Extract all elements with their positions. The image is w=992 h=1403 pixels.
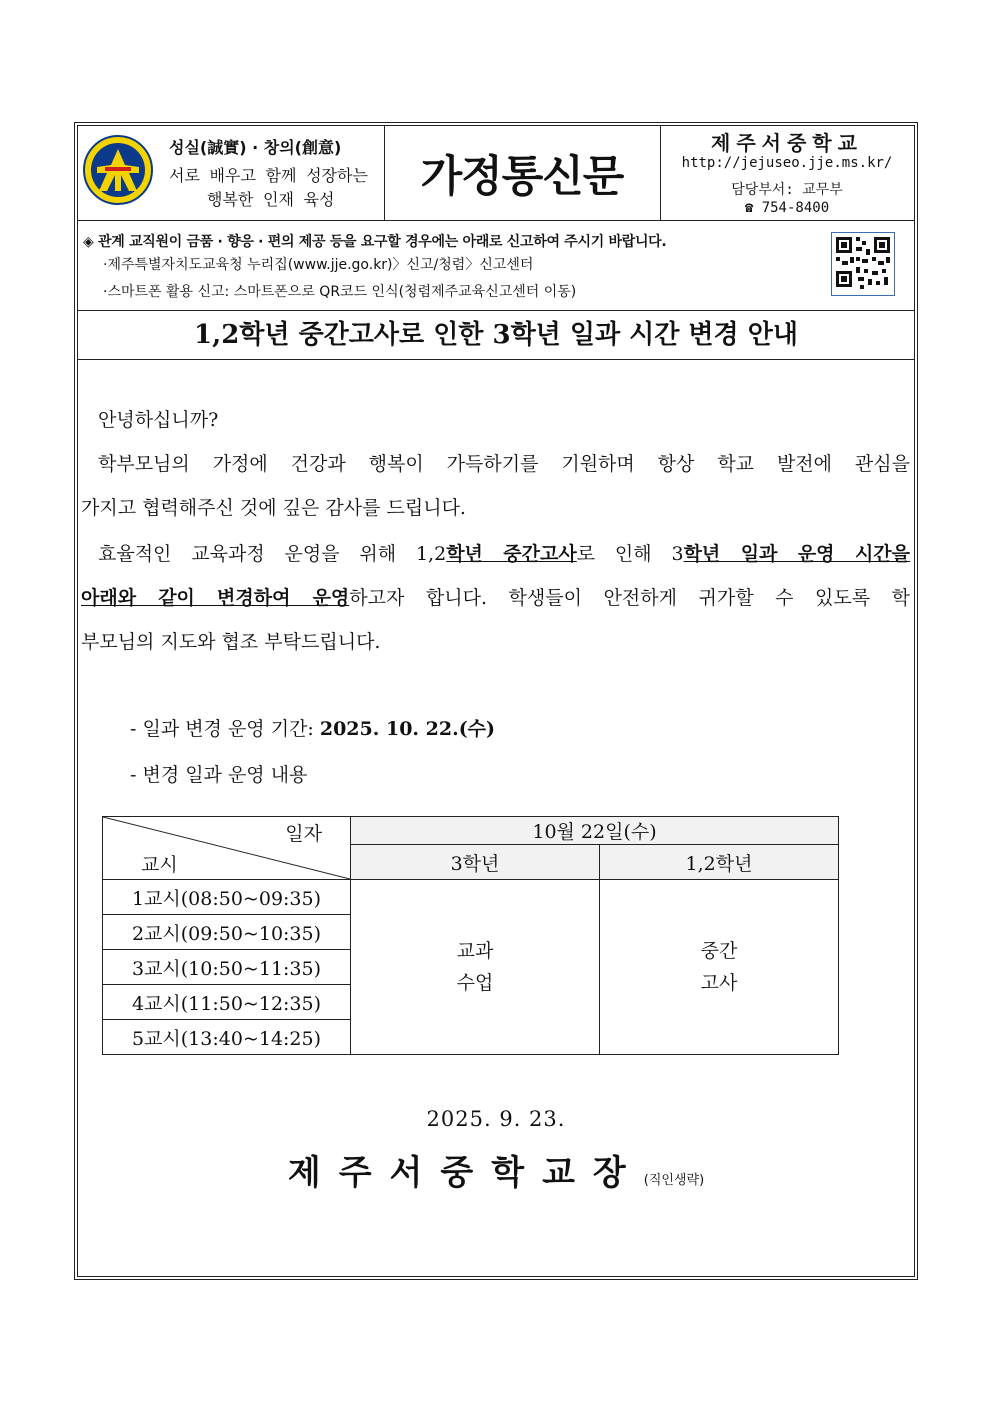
- content-label: - 변경 일과 운영 내용: [130, 764, 308, 786]
- notice-line3: ·스마트폰 활용 신고: 스마트폰으로 QR코드 인식(청렴제주교육신고센터 이동): [103, 284, 577, 300]
- header: [77, 125, 915, 221]
- greeting: 안녕하십니까?: [98, 409, 219, 431]
- paragraph2-text-f: 하고자 합니다. 학생들이 안전하게 귀가할 수 있도록 학: [349, 587, 910, 609]
- col-header-grade12: 1,2학년: [600, 845, 839, 880]
- paragraph2-emphasis-b: 학년 일과 운영 시간을: [683, 543, 911, 565]
- period-line: [130, 707, 495, 751]
- page-title: 가정통신문: [420, 152, 624, 202]
- paragraph2-text-c: 로 인해 3: [576, 543, 684, 565]
- col-header-grade3: 3학년: [351, 845, 600, 880]
- period-row-2: 2교시(09:50~10:35): [103, 915, 351, 950]
- grade12-content-line1: 중간: [700, 940, 738, 962]
- paragraph2-text-a: 효율적인 교육과정 운영을 위해 1,2: [98, 543, 447, 565]
- paragraph2-line3: 부모님의 지도와 협조 부탁드립니다.: [81, 631, 381, 653]
- header-school-cell: [660, 125, 914, 220]
- grade3-content-cell: [351, 880, 600, 1055]
- department: 담당부서: 교무부: [731, 182, 843, 198]
- period-row-5: 5교시(13:40~14:25): [103, 1020, 351, 1055]
- period-value: 2025. 10. 22.(수): [319, 718, 496, 740]
- period-label: - 일과 변경 운영 기간:: [130, 718, 320, 740]
- principal-signature: [0, 1145, 992, 1194]
- paragraph1-line2: 가지고 협력해주신 것에 깊은 감사를 드립니다.: [81, 497, 466, 519]
- grade12-content-cell: [600, 880, 839, 1055]
- notice-line2: ·제주특별자치도교육청 누리집(www.jje.go.kr)〉신고/청렴〉신고센터: [103, 257, 534, 273]
- corner-top-label: 일자: [285, 823, 322, 845]
- notice-line1: ◈ 관계 교직원이 금품 · 향응 · 편의 제공 등을 요구할 경우에는 아래로 신고하여 주시기 바랍니다.: [83, 234, 667, 250]
- principal-name: 제주서중학교장: [287, 1153, 644, 1193]
- motto-line2: 서로 배우고 함께 성장하는: [169, 166, 368, 185]
- grade3-content-line1: 교과: [456, 940, 494, 962]
- table-corner-cell: [103, 817, 351, 880]
- school-logo-icon: [83, 135, 153, 205]
- date-header: 10월 22일(수): [351, 817, 839, 845]
- period-row-3: 3교시(10:50~11:35): [103, 950, 351, 985]
- motto-line3: 행복한 인재 육성: [207, 190, 335, 209]
- letter-subject: 1,2학년 중간고사로 인한 3학년 일과 시간 변경 안내: [77, 311, 915, 360]
- header-title-cell: [384, 125, 661, 220]
- integrity-notice: [77, 221, 915, 311]
- header-motto-cell: [77, 125, 385, 220]
- school-name: 제주서중학교: [711, 131, 863, 155]
- paragraph2-emphasis-a: 학년 중간고사: [446, 543, 577, 565]
- paragraph1-line1: 학부모님의 가정에 건강과 행복이 가득하기를 기원하며 항상 학교 발전에 관심을: [98, 453, 910, 475]
- paragraph2-line2: [81, 576, 910, 620]
- period-row-4: 4교시(11:50~12:35): [103, 985, 351, 1020]
- paragraph2-line1: [98, 532, 910, 576]
- phone-number: ☎ 754-8400: [744, 200, 830, 216]
- corner-bottom-label: 교시: [141, 854, 178, 876]
- paragraph2-emphasis-c: 아래와 같이 변경하여 운영: [81, 587, 350, 609]
- issue-date: 2025. 9. 23.: [426, 1107, 566, 1131]
- qr-code-icon: [831, 232, 895, 296]
- motto-line1: 성실(誠實) · 창의(創意): [169, 138, 342, 157]
- school-url[interactable]: http://jejuseo.jje.ms.kr/: [681, 155, 893, 171]
- grade3-content-line2: 수업: [456, 972, 494, 994]
- seal-note: (직인생략): [643, 1173, 705, 1188]
- schedule-table: [102, 816, 839, 1055]
- grade12-content-line2: 고사: [700, 972, 738, 994]
- period-row-1: 1교시(08:50~09:35): [103, 880, 351, 915]
